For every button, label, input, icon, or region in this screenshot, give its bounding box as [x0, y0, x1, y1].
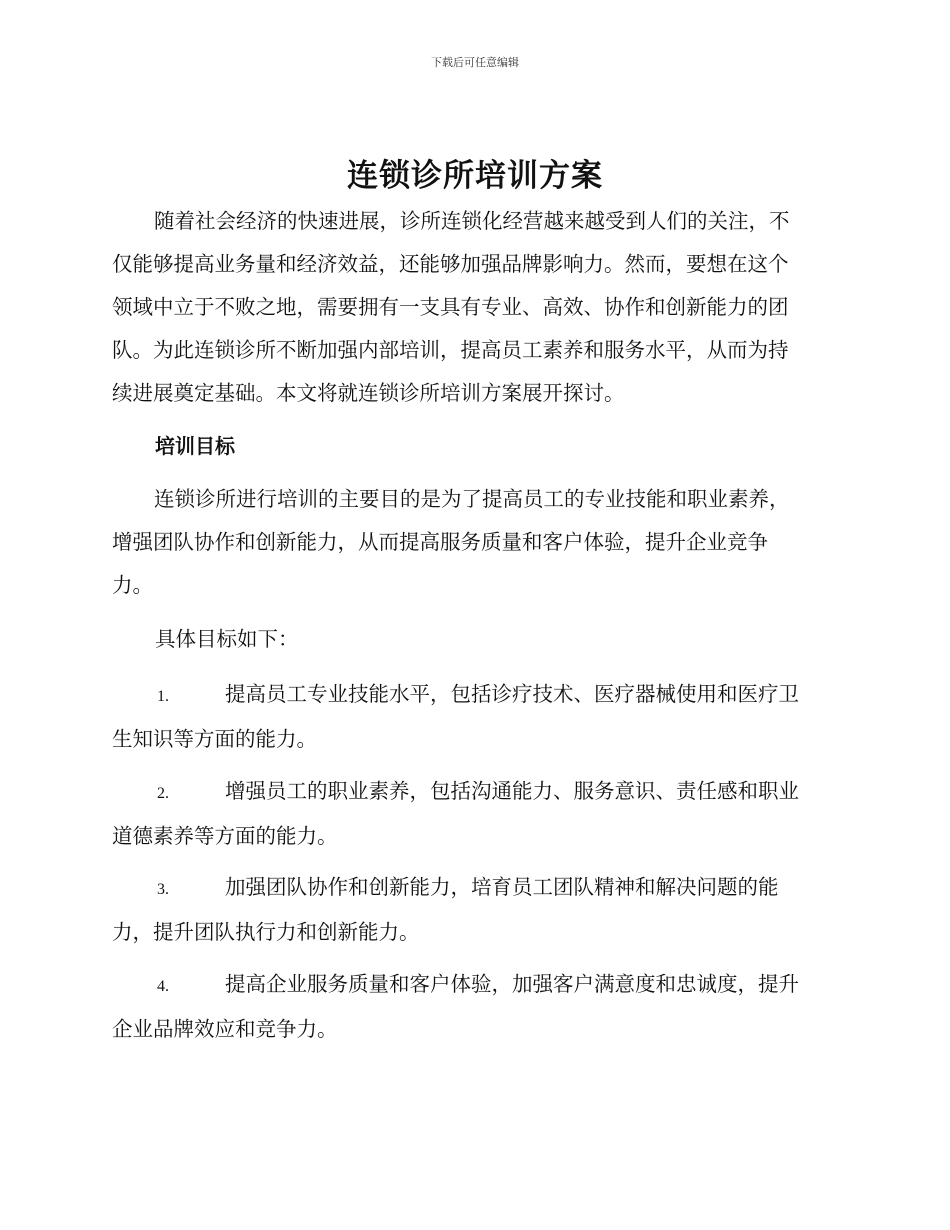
specific-goals-heading: 具体目标如下： [155, 627, 299, 651]
intro-line: 续进展奠定基础。本文将就连锁诊所培训方案展开探讨。 [112, 381, 625, 405]
list-item-continuation: 生知识等方面的能力。 [112, 727, 317, 751]
list-item [112, 770, 834, 858]
goal-paragraph [112, 478, 834, 607]
document-title: 连锁诊所培训方案 [347, 158, 603, 194]
list-item-text: 增强员工的职业素养，包括沟通能力、服务意识、责任感和职业 [225, 779, 799, 803]
intro-paragraph [112, 200, 834, 415]
list-number: 3. [157, 881, 169, 898]
list-item-continuation: 力，提升团队执行力和创新能力。 [112, 920, 420, 944]
list-number: 2. [157, 785, 169, 802]
list-item-text: 提高员工专业技能水平，包括诊疗技术、医疗器械使用和医疗卫 [225, 682, 799, 706]
goal-line: 连锁诊所进行培训的主要目的是为了提高员工的专业技能和职业素养， [154, 487, 790, 511]
list-number: 4. [157, 978, 169, 995]
page-header-note: 下载后可任意编辑 [431, 56, 519, 69]
list-item-text: 提高企业服务质量和客户体验，加强客户满意度和忠诚度，提升 [225, 972, 799, 996]
list-item [112, 866, 834, 954]
section-heading-training-goals: 培训目标 [155, 434, 235, 458]
intro-line: 随着社会经济的快速进展，诊所连锁化经营越来越受到人们的关注，不 [154, 209, 790, 233]
list-item-continuation: 企业品牌效应和竞争力。 [112, 1017, 338, 1041]
goal-line: 力。 [112, 573, 153, 597]
list-item-text: 加强团队协作和创新能力，培育员工团队精神和解决问题的能 [225, 875, 779, 899]
list-item [112, 963, 834, 1051]
list-item [112, 673, 834, 761]
goal-line: 增强团队协作和创新能力，从而提高服务质量和客户体验，提升企业竞争 [112, 530, 768, 554]
intro-line: 队。为此连锁诊所不断加强内部培训，提高员工素养和服务水平，从而为持 [112, 338, 789, 362]
list-item-continuation: 道德素养等方面的能力。 [112, 824, 338, 848]
intro-line: 仅能够提高业务量和经济效益，还能够加强品牌影响力。然而，要想在这个 [112, 252, 789, 276]
intro-line: 领域中立于不败之地，需要拥有一支具有专业、高效、协作和创新能力的团 [112, 295, 789, 319]
list-number: 1. [157, 688, 169, 705]
